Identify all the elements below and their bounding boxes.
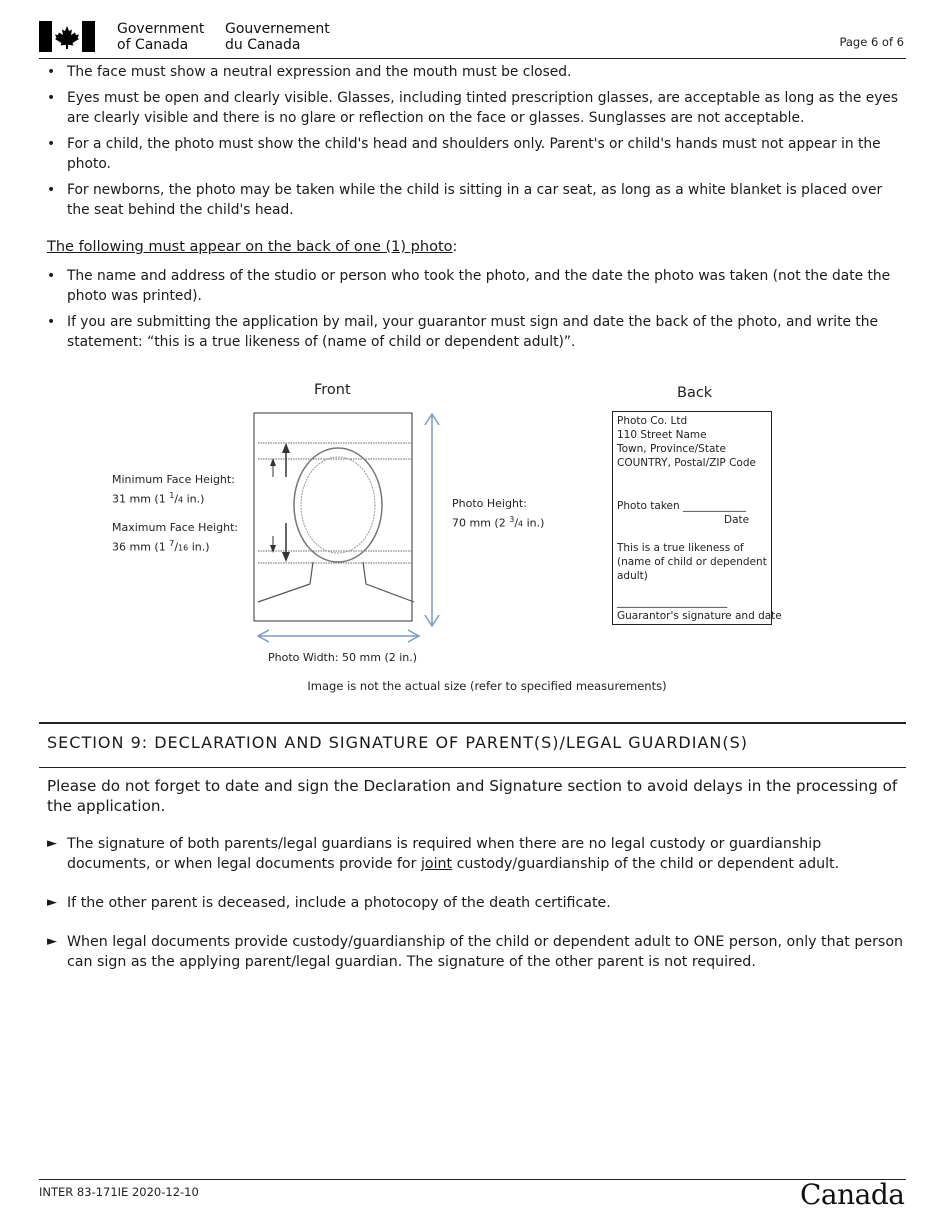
gouvernement-du-canada-fr: Gouvernement du Canada <box>225 21 330 53</box>
max-face-height: Maximum Face Height: 36 mm (1 $^7$/16 in.) <box>112 521 239 554</box>
triangle-right-icon: ► <box>47 836 57 851</box>
back-requirements-list <box>47 266 902 358</box>
section-divider-bottom <box>39 767 906 768</box>
arrow-up-small-icon <box>270 458 276 466</box>
triangle-right-icon: ► <box>47 895 57 910</box>
page-number: Page 6 of 6 <box>839 35 904 49</box>
list-item: • The name and address of the studio or person who took the photo, and the date the photo was taken (not the date the photo was printed). <box>47 268 891 304</box>
list-item: ► If the other parent is deceased, include a photocopy of the death certificate. <box>47 895 611 911</box>
section-9-intro: Please do not forget to date and sign the Declaration and Signature section to avoid delays in the processing of the application. <box>47 777 898 815</box>
back-of-photo-heading: The following must appear on the back of one (1) photo: <box>47 239 458 255</box>
list-item: • The face must show a neutral expression and the mouth must be closed. <box>47 64 572 80</box>
government-of-canada-flag-icon <box>39 21 95 52</box>
face-oval-outer <box>294 448 382 562</box>
list-item: • For a child, the photo must show the child's head and shoulders only. Parent's or child's hands must not appear in the photo. <box>47 136 881 172</box>
header-divider <box>39 58 906 59</box>
diagram-caption: Image is not the actual size (refer to specified measurements) <box>307 679 667 693</box>
list-item: • Eyes must be open and clearly visible. Glasses, including tinted prescription glasses, are acceptable as long as the eyes are clearly visible and there is no glare or reflection on the face or glasses. Sunglasses are not acceptable. <box>47 90 899 126</box>
list-item: • If you are submitting the application by mail, your guarantor must sign and date the back of the photo, and write the statement: “this is a true likeness of (name of child or dependent adult)”. <box>47 314 879 350</box>
face-oval-inner <box>301 457 375 553</box>
photo-frame <box>254 413 412 621</box>
arrow-down-small-icon <box>270 545 276 553</box>
photo-back-example: Photo Co. Ltd 110 Street Name Town, Province/State COUNTRY, Postal/ZIP Code Photo taken ____________ Date This is a true likeness of (name of child or dependent adult) _____________________ Guarantor's signature and date <box>612 411 772 625</box>
declaration-instructions-list <box>47 834 907 991</box>
arrow-up-icon <box>282 443 290 453</box>
list-item: ► The signature of both parents/legal guardians is required when there are no legal custody or guardianship documents, or when legal documents provide for joint custody/guardianship of the child or dependent adult. <box>47 836 840 872</box>
right-shoulder <box>363 562 414 602</box>
photo-height: Photo Height: 70 mm (2 $^3$/4 in.) <box>452 497 545 530</box>
front-label: Front <box>314 382 351 398</box>
photo-width: Photo Width: 50 mm (2 in.) <box>268 651 418 664</box>
form-code: INTER 83-171IE 2020-12-10 <box>39 1185 199 1199</box>
min-face-height: Minimum Face Height: 31 mm (1 $^1$/4 in.) <box>112 473 235 506</box>
triangle-right-icon: ► <box>47 934 57 949</box>
section-9-title: SECTION 9: DECLARATION AND SIGNATURE OF PARENT(S)/LEGAL GUARDIAN(S) <box>47 733 749 752</box>
back-label: Back <box>677 385 713 401</box>
canada-wordmark: Canada <box>800 1178 905 1211</box>
list-item: ► When legal documents provide custody/guardianship of the child or dependent adult to ONE person, only that person can sign as the applying parent/legal guardian. The signature of the other parent is not required. <box>47 934 903 970</box>
footer-divider <box>39 1179 906 1180</box>
section-divider-top <box>39 722 906 724</box>
left-shoulder <box>258 562 313 602</box>
government-of-canada-en: Government of Canada <box>117 21 205 53</box>
list-item: • For newborns, the photo may be taken while the child is sitting in a car seat, as long as a white blanket is placed over the seat behind the child's head. <box>47 182 883 218</box>
arrow-down-icon <box>282 552 290 562</box>
photo-requirements-list <box>47 62 902 226</box>
